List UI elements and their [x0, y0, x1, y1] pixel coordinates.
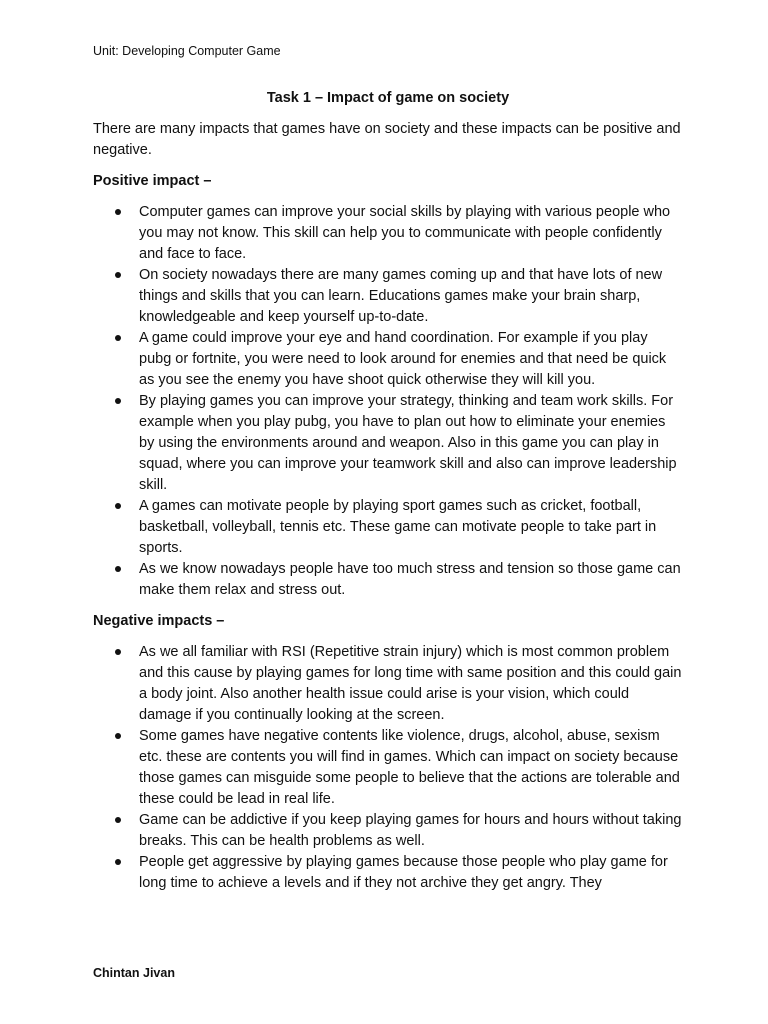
bullet-icon — [115, 859, 121, 865]
bullet-icon — [115, 649, 121, 655]
list-item-text: As we all familiar with RSI (Repetitive strain injury) which is most common problem and this cause by playing games for long time with same position and this could gain a body joint. Also another health issue could arise is your vision, which could damage if you continually looking at the screen. — [139, 644, 682, 723]
page-header: Unit: Developing Computer Game — [93, 44, 281, 58]
list-item — [93, 726, 683, 810]
list-item — [93, 265, 683, 328]
list-item-text: A game could improve your eye and hand coordination. For example if you play pubg or fortnite, you were need to look around for enemies and that need be quick as you see the enemy you have shoot quick otherwise they will kill you. — [139, 330, 667, 388]
bullet-icon — [115, 503, 121, 509]
bullet-icon — [115, 272, 121, 278]
list-item — [93, 496, 683, 559]
list-item-text: Computer games can improve your social skills by playing with various people who you may not know. This skill can help you to communicate with people confidently and face to face. — [139, 204, 671, 262]
list-item-text: As we know nowadays people have too much stress and tension so those game can make them relax and stress out. — [139, 561, 681, 598]
list-item — [93, 391, 683, 496]
list-item-text: Some games have negative contents like violence, drugs, alcohol, abuse, sexism etc. these are contents you will find in games. Which can impact on society because those games can misguide some people to believe that the actions are tolerable and these could be lead in real life. — [139, 728, 680, 807]
list-item-text: On society nowadays there are many games coming up and that have lots of new things and skills that you can learn. Educations games make your brain sharp, knowledgeable and keep yourself up-to-date. — [139, 267, 663, 325]
bullet-icon — [115, 335, 121, 341]
list-item — [93, 559, 683, 601]
bullet-icon — [115, 817, 121, 823]
list-item — [93, 810, 683, 852]
list-item — [93, 642, 683, 726]
negative-impact-list — [93, 642, 683, 894]
bullet-icon — [115, 733, 121, 739]
list-item — [93, 852, 683, 894]
list-item — [93, 202, 683, 265]
bullet-icon — [115, 209, 121, 215]
list-item-text: A games can motivate people by playing sport games such as cricket, football, basketball, volleyball, tennis etc. These game can motivate people to take part in sports. — [139, 498, 657, 556]
list-item-text: People get aggressive by playing games because those people who play game for long time to achieve a levels and if they not archive they get angry. They — [139, 854, 668, 891]
list-item-text: By playing games you can improve your strategy, thinking and team work skills. For example when you play pubg, you have to plan out how to eliminate your enemies by using the environments around and weapon. Also in this game you can play in squad, where you can improve your teamwork skill and also can improve leadership skill. — [139, 393, 677, 493]
positive-impact-list — [93, 202, 683, 601]
list-item — [93, 328, 683, 391]
page-footer: Chintan Jivan — [93, 966, 175, 980]
bullet-icon — [115, 566, 121, 572]
document-body — [93, 88, 683, 894]
negative-impact-heading: Negative impacts – — [93, 613, 225, 629]
positive-impact-heading: Positive impact – — [93, 173, 212, 189]
intro-paragraph: There are many impacts that games have on society and these impacts can be positive and negative. — [93, 121, 681, 158]
bullet-icon — [115, 398, 121, 404]
document-title: Task 1 – Impact of game on society — [266, 90, 510, 106]
list-item-text: Game can be addictive if you keep playing games for hours and hours without taking breaks. This can be health problems as well. — [139, 812, 682, 849]
